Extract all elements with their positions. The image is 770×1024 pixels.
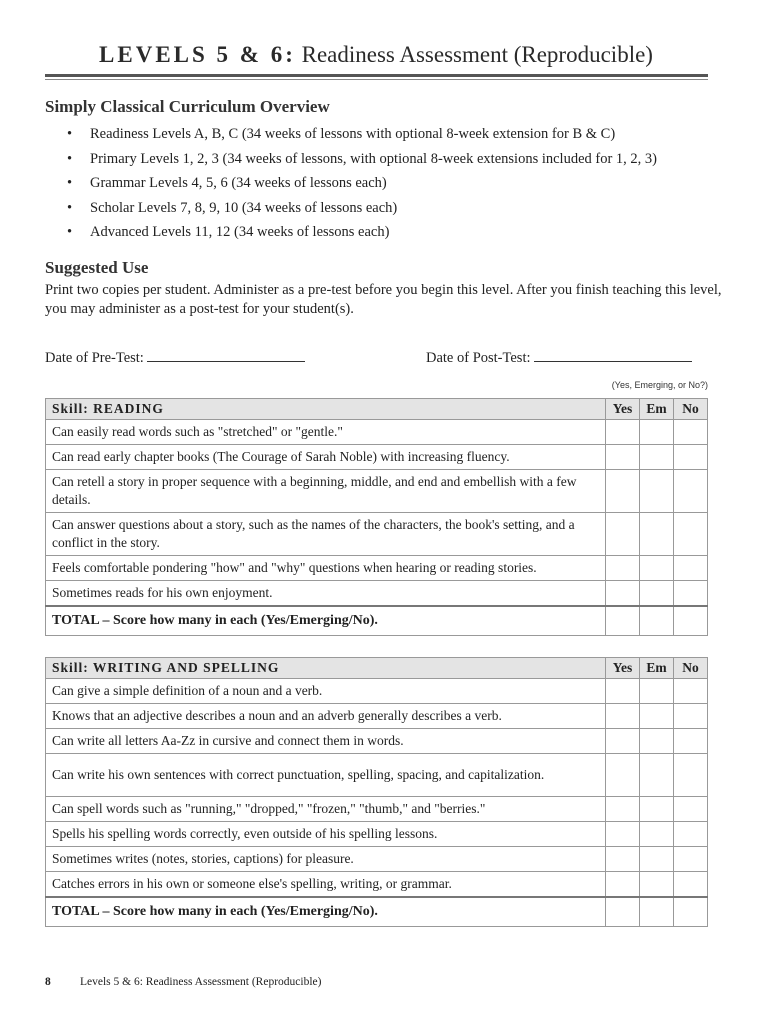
- skill-item: Sometimes reads for his own enjoyment.: [46, 581, 606, 606]
- pre-test-date: [45, 347, 305, 367]
- overview-heading: Simply Classical Curriculum Overview: [45, 97, 330, 116]
- no-total-cell[interactable]: [674, 897, 708, 927]
- skill-item: Catches errors in his own or someone else's spelling, writing, or grammar.: [46, 872, 606, 897]
- table-header-row: [46, 399, 708, 420]
- no-cell[interactable]: [674, 470, 708, 513]
- col-no: No: [674, 658, 708, 679]
- skill-item: Can retell a story in proper sequence with a beginning, middle, and end and embellish with a few details.: [46, 470, 606, 513]
- em-cell[interactable]: [640, 797, 674, 822]
- yes-cell[interactable]: [606, 822, 640, 847]
- yes-cell[interactable]: [606, 729, 640, 754]
- em-cell[interactable]: [640, 470, 674, 513]
- writing-total-label: TOTAL – Score how many in each (Yes/Emerging/No).: [46, 897, 606, 927]
- yes-cell[interactable]: [606, 704, 640, 729]
- reading-skill-title: Skill: READING: [46, 399, 606, 420]
- post-test-blank[interactable]: [534, 347, 692, 362]
- reading-table: [45, 398, 708, 636]
- page-number: 8: [45, 976, 51, 988]
- yes-cell[interactable]: [606, 556, 640, 581]
- table-row: [46, 872, 708, 897]
- table-row: [46, 470, 708, 513]
- table-row: [46, 797, 708, 822]
- em-cell[interactable]: [640, 679, 674, 704]
- usage-text: Print two copies per student. Administer as a pre-test before you begin this level. After you finish teaching this level, you may administer as a post-test for your student(s).: [45, 282, 722, 317]
- list-item: • Advanced Levels 11, 12 (34 weeks of lessons each): [45, 220, 725, 245]
- page-title-rest: Readiness Assessment (Reproducible): [295, 42, 653, 67]
- em-cell[interactable]: [640, 581, 674, 606]
- col-em: Em: [640, 399, 674, 420]
- col-yes: Yes: [606, 399, 640, 420]
- em-cell[interactable]: [640, 556, 674, 581]
- table-row: [46, 513, 708, 556]
- no-cell[interactable]: [674, 729, 708, 754]
- page-title-level: LEVELS 5 & 6:: [99, 42, 296, 67]
- table-row: [46, 556, 708, 581]
- table-row: [46, 704, 708, 729]
- reading-total-label: TOTAL – Score how many in each (Yes/Emerging/No).: [46, 606, 606, 636]
- yes-cell[interactable]: [606, 872, 640, 897]
- skill-item: Can write his own sentences with correct punctuation, spelling, spacing, and capitalization.: [46, 754, 606, 797]
- col-no: No: [674, 399, 708, 420]
- em-cell[interactable]: [640, 847, 674, 872]
- table-row: [46, 754, 708, 797]
- total-row: [46, 606, 708, 636]
- yes-cell[interactable]: [606, 797, 640, 822]
- em-cell[interactable]: [640, 872, 674, 897]
- table-row: [46, 581, 708, 606]
- list-item: • Primary Levels 1, 2, 3 (34 weeks of lessons, with optional 8-week extensions included for 1, 2, 3): [45, 147, 725, 172]
- writing-skill-title: Skill: WRITING AND SPELLING: [46, 658, 606, 679]
- table-row: [46, 420, 708, 445]
- em-cell[interactable]: [640, 729, 674, 754]
- no-cell[interactable]: [674, 420, 708, 445]
- col-em: Em: [640, 658, 674, 679]
- no-cell[interactable]: [674, 445, 708, 470]
- skill-item: Can read early chapter books (The Courage of Sarah Noble) with increasing fluency.: [46, 445, 606, 470]
- legend-note: (Yes, Emerging, or No?): [611, 380, 708, 390]
- table-row: [46, 729, 708, 754]
- footer-text: Levels 5 & 6: Readiness Assessment (Reproducible): [80, 976, 322, 988]
- no-total-cell[interactable]: [674, 606, 708, 636]
- skill-item: Can answer questions about a story, such as the names of the characters, the book's setting, and a conflict in the story.: [46, 513, 606, 556]
- em-total-cell[interactable]: [640, 606, 674, 636]
- no-cell[interactable]: [674, 797, 708, 822]
- col-yes: Yes: [606, 658, 640, 679]
- em-cell[interactable]: [640, 513, 674, 556]
- table-row: [46, 445, 708, 470]
- title-rule-thin: [45, 79, 708, 80]
- pre-test-label: Date of Pre-Test:: [45, 350, 144, 366]
- writing-table: [45, 657, 708, 927]
- skill-item: Can give a simple definition of a noun and a verb.: [46, 679, 606, 704]
- skill-item: Feels comfortable pondering "how" and "why" questions when hearing or reading stories.: [46, 556, 606, 581]
- pre-test-blank[interactable]: [147, 347, 305, 362]
- skill-item: Can write all letters Aa-Zz in cursive and connect them in words.: [46, 729, 606, 754]
- skill-item: Spells his spelling words correctly, even outside of his spelling lessons.: [46, 822, 606, 847]
- yes-cell[interactable]: [606, 470, 640, 513]
- yes-cell[interactable]: [606, 679, 640, 704]
- no-cell[interactable]: [674, 581, 708, 606]
- skill-item: Can easily read words such as "stretched" or "gentle.": [46, 420, 606, 445]
- table-row: [46, 847, 708, 872]
- list-item: • Readiness Levels A, B, C (34 weeks of lessons with optional 8-week extension for B & C): [45, 122, 725, 147]
- skill-item: Knows that an adjective describes a noun and an adverb generally describes a verb.: [46, 704, 606, 729]
- no-cell[interactable]: [674, 513, 708, 556]
- list-item: • Grammar Levels 4, 5, 6 (34 weeks of lessons each): [45, 171, 725, 196]
- table-header-row: [46, 658, 708, 679]
- table-row: [46, 679, 708, 704]
- no-cell[interactable]: [674, 556, 708, 581]
- em-cell[interactable]: [640, 445, 674, 470]
- overview-list: [45, 122, 725, 245]
- no-cell[interactable]: [674, 704, 708, 729]
- em-cell[interactable]: [640, 704, 674, 729]
- total-row: [46, 897, 708, 927]
- post-test-label: Date of Post-Test:: [426, 350, 531, 366]
- skill-item: Sometimes writes (notes, stories, captions) for pleasure.: [46, 847, 606, 872]
- yes-cell[interactable]: [606, 581, 640, 606]
- em-cell[interactable]: [640, 420, 674, 445]
- no-cell[interactable]: [674, 822, 708, 847]
- no-cell[interactable]: [674, 847, 708, 872]
- yes-cell[interactable]: [606, 513, 640, 556]
- yes-total-cell[interactable]: [606, 897, 640, 927]
- yes-total-cell[interactable]: [606, 606, 640, 636]
- no-cell[interactable]: [674, 872, 708, 897]
- yes-cell[interactable]: [606, 420, 640, 445]
- em-total-cell[interactable]: [640, 897, 674, 927]
- no-cell[interactable]: [674, 754, 708, 797]
- page-title: [0, 42, 752, 68]
- no-cell[interactable]: [674, 679, 708, 704]
- post-test-date: [426, 347, 692, 367]
- em-cell[interactable]: [640, 822, 674, 847]
- yes-cell[interactable]: [606, 445, 640, 470]
- skill-item: Can spell words such as "running," "dropped," "frozen," "thumb," and "berries.": [46, 797, 606, 822]
- title-rule-thick: [45, 74, 708, 77]
- usage-heading: Suggested Use: [45, 258, 149, 277]
- table-row: [46, 822, 708, 847]
- list-item: • Scholar Levels 7, 8, 9, 10 (34 weeks of lessons each): [45, 196, 725, 221]
- em-cell[interactable]: [640, 754, 674, 797]
- yes-cell[interactable]: [606, 847, 640, 872]
- yes-cell[interactable]: [606, 754, 640, 797]
